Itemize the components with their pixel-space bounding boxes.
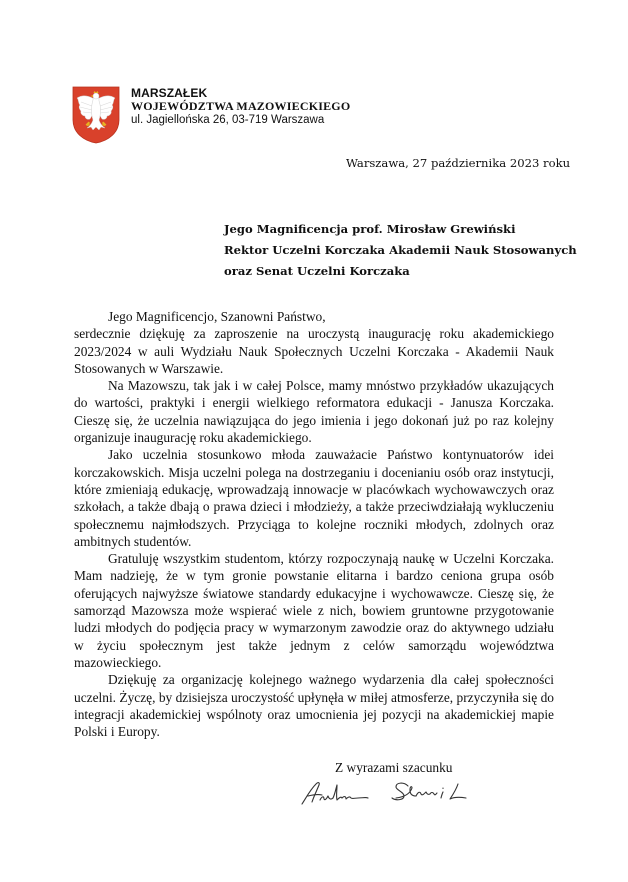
greeting: Jego Magnificencjo, Szanowni Państwo, (108, 309, 326, 324)
closing-salutation: Z wyrazami szacunku (335, 760, 453, 775)
addressee-line-1: Jego Magnificencja prof. Mirosław Grewiński (224, 222, 516, 236)
paragraph-3: Jako uczelnia stosunkowo młoda zauważacie Państwo kontynuatorów idei korczakowskich. Misja uczelni polega na dostrzeganiu i docenianiu osób oraz instytucji, które zmieniają edukację, wprowadzają innowacje w placówkach wychowawczych oraz szkołach, a także dbają o prawa dzieci i młodzieży, a także przeciwdziałają wykluczeniu społecznemu najmłodszych. Przyciąga to kolejne roczniki młodych, zdolnych oraz ambitnych studentów. (74, 447, 554, 549)
addressee-line-3: oraz Senat Uczelni Korczaka (224, 264, 410, 278)
letterhead-title: MARSZAŁEK (131, 86, 208, 100)
letterhead-subtitle: WOJEWÓDZTWA MAZOWIECKIEGO (131, 99, 351, 113)
letterhead-address: ul. Jagiellońska 26, 03-719 Warszawa (131, 114, 325, 126)
paragraph-2: Na Mazowszu, tak jak i w całej Polsce, mamy mnóstwo przykładów ukazujących do wartości, praktyki i energii wielkiego reformatora edukacji - Janusza Korczaka. Cieszę się, że uczelnia nawiązująca do jego imienia i jego dokonań już po raz kolejny organizuje inaugurację roku akademickiego. (74, 378, 554, 446)
mazovia-coat-of-arms-eagle-icon (72, 86, 120, 144)
date-line: Warszawa, 27 października 2023 roku (346, 156, 571, 170)
addressee-line-2: Rektor Uczelni Korczaka Akademii Nauk Stosowanych (224, 243, 577, 257)
paragraph-5: Dziękuję za organizację kolejnego ważnego wydarzenia dla całej społeczności uczelni. Życzę, by dzisiejsza uroczystość upłynęła w miłej atmosferze, przyczyniła się do integracji akademickiej wspólnoty oraz umocnienia jej pozycji na akademickiej mapie Polski i Europy. (74, 672, 554, 740)
addressee-block (224, 219, 577, 282)
paragraph-1: serdecznie dziękuję za zaproszenie na uroczystą inaugurację roku akademickiego 2023/2024 w auli Wydziału Nauk Społecznych Uczelni Korczaka - Akademii Nauk Stosowanych w Warszawie. (74, 326, 554, 376)
paragraph-4: Gratuluję wszystkim studentom, którzy rozpoczynają naukę w Uczelni Korczaka. Mam nadzieję, że w tym gronie powstanie elitarna i bardzo ceniona grupa osób oferujących najwyższe światowe standardy edukacyjne i wychowawcze. Cieszę się, że samorząd Mazowsza może wspierać wiele z nich, bowiem gruntowne przygotowanie ludzi młodych do podjęcia pracy w wymarzonym zawodzie oraz do aktywnego udziału w życiu społecznym jest także jednym z celów samorządu województwa mazowieckiego. (74, 551, 554, 670)
letter-body (74, 308, 554, 740)
letterhead (131, 87, 350, 127)
handwritten-signature-icon (300, 776, 485, 808)
